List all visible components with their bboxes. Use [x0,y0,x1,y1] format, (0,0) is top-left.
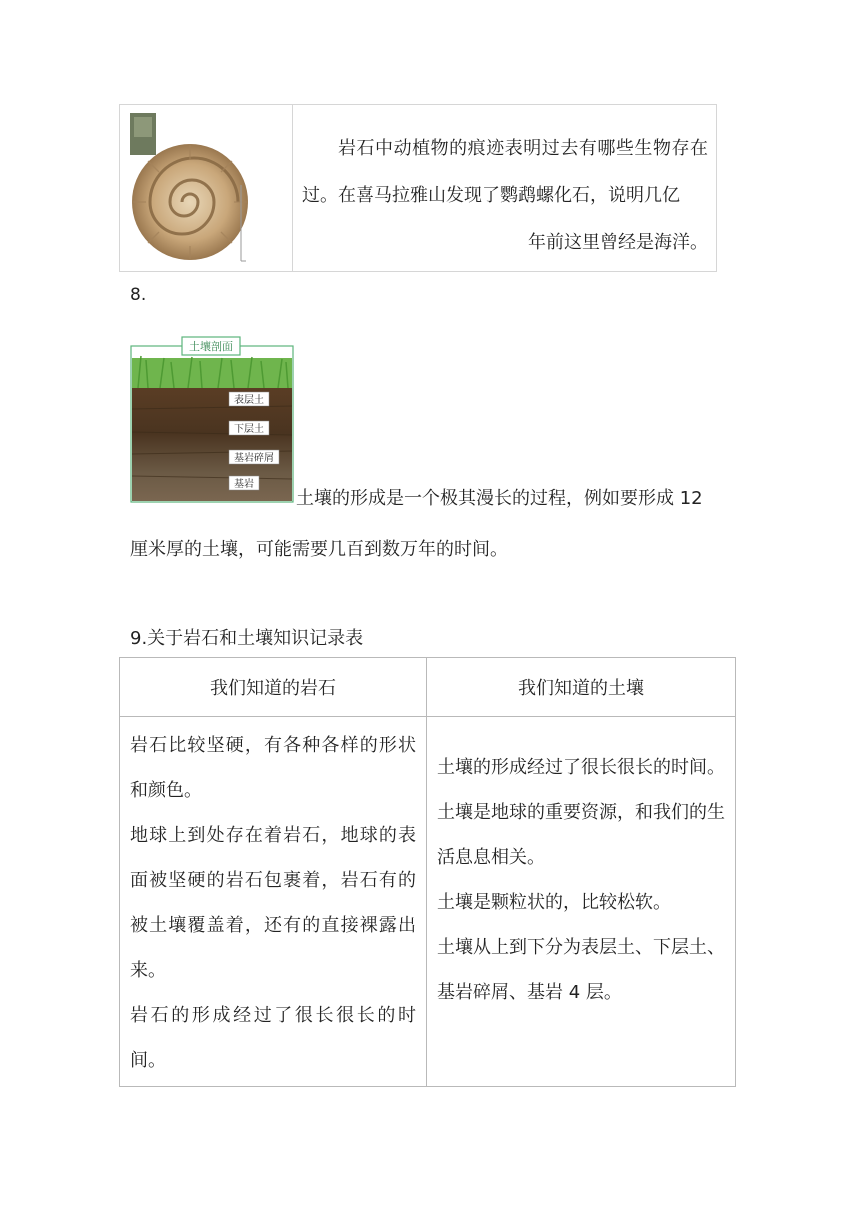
soil-fact-4: 土壤从上到下分为表层土、下层土、基岩碎屑、基岩 4 层。 [437,937,725,1003]
rocks-fact-1: 岩石比较坚硬，有各种各样的形状和颜色。 [130,735,416,801]
layer-label-bedrock: 基岩 [234,479,254,490]
soil-fact-1: 土壤的形成经过了很长很长的时间。 [437,757,725,778]
soil-profile-image [130,334,294,504]
header-rocks: 我们知道的岩石 [120,658,427,717]
layer-label-bedrock-debris: 基岩碎屑 [234,453,274,464]
rocks-cell [120,717,427,1087]
ammonite-fossil-image [120,105,293,271]
fossil-text-end: 年前这里曾经是海洋。 [528,232,708,253]
item-9-title: 9.关于岩石和土壤知识记录表 [130,628,364,649]
soil-text-line2: 厘米厚的土壤，可能需要几百到数万年的时间。 [130,539,508,560]
soil-fact-3: 土壤是颗粒状的，比较松软。 [437,892,671,913]
soil-profile-title: 土壤剖面 [189,340,233,353]
layer-label-subsoil: 下层土 [234,424,264,435]
header-soil: 我们知道的土壤 [427,658,736,717]
item-8-number: 8. [130,285,147,305]
soil-text-line1: 土壤的形成是一个极其漫长的过程，例如要形成 12 [296,488,703,509]
knowledge-record-table [119,657,736,1087]
table-row [120,717,736,1087]
layer-label-topsoil: 表层土 [234,395,264,406]
soil-fact-2: 土壤是地球的重要资源，和我们的生活息息相关。 [437,802,725,868]
fossil-description [302,125,708,266]
fossil-info-box [119,104,717,272]
rocks-fact-2: 地球上到处存在着岩石，地球的表面被坚硬的岩石包裹着，岩石有的被土壤覆盖着，还有的直接裸露出来。 [130,825,416,981]
soil-cell [427,717,736,1087]
fossil-text-main: 岩石中动植物的痕迹表明过去有哪些生物存在过。在喜马拉雅山发现了鹦鹉螺化石，说明几亿 [302,138,708,206]
rocks-fact-3: 岩石的形成经过了很长很长的时间。 [130,1005,416,1071]
table-header-row [120,658,736,717]
